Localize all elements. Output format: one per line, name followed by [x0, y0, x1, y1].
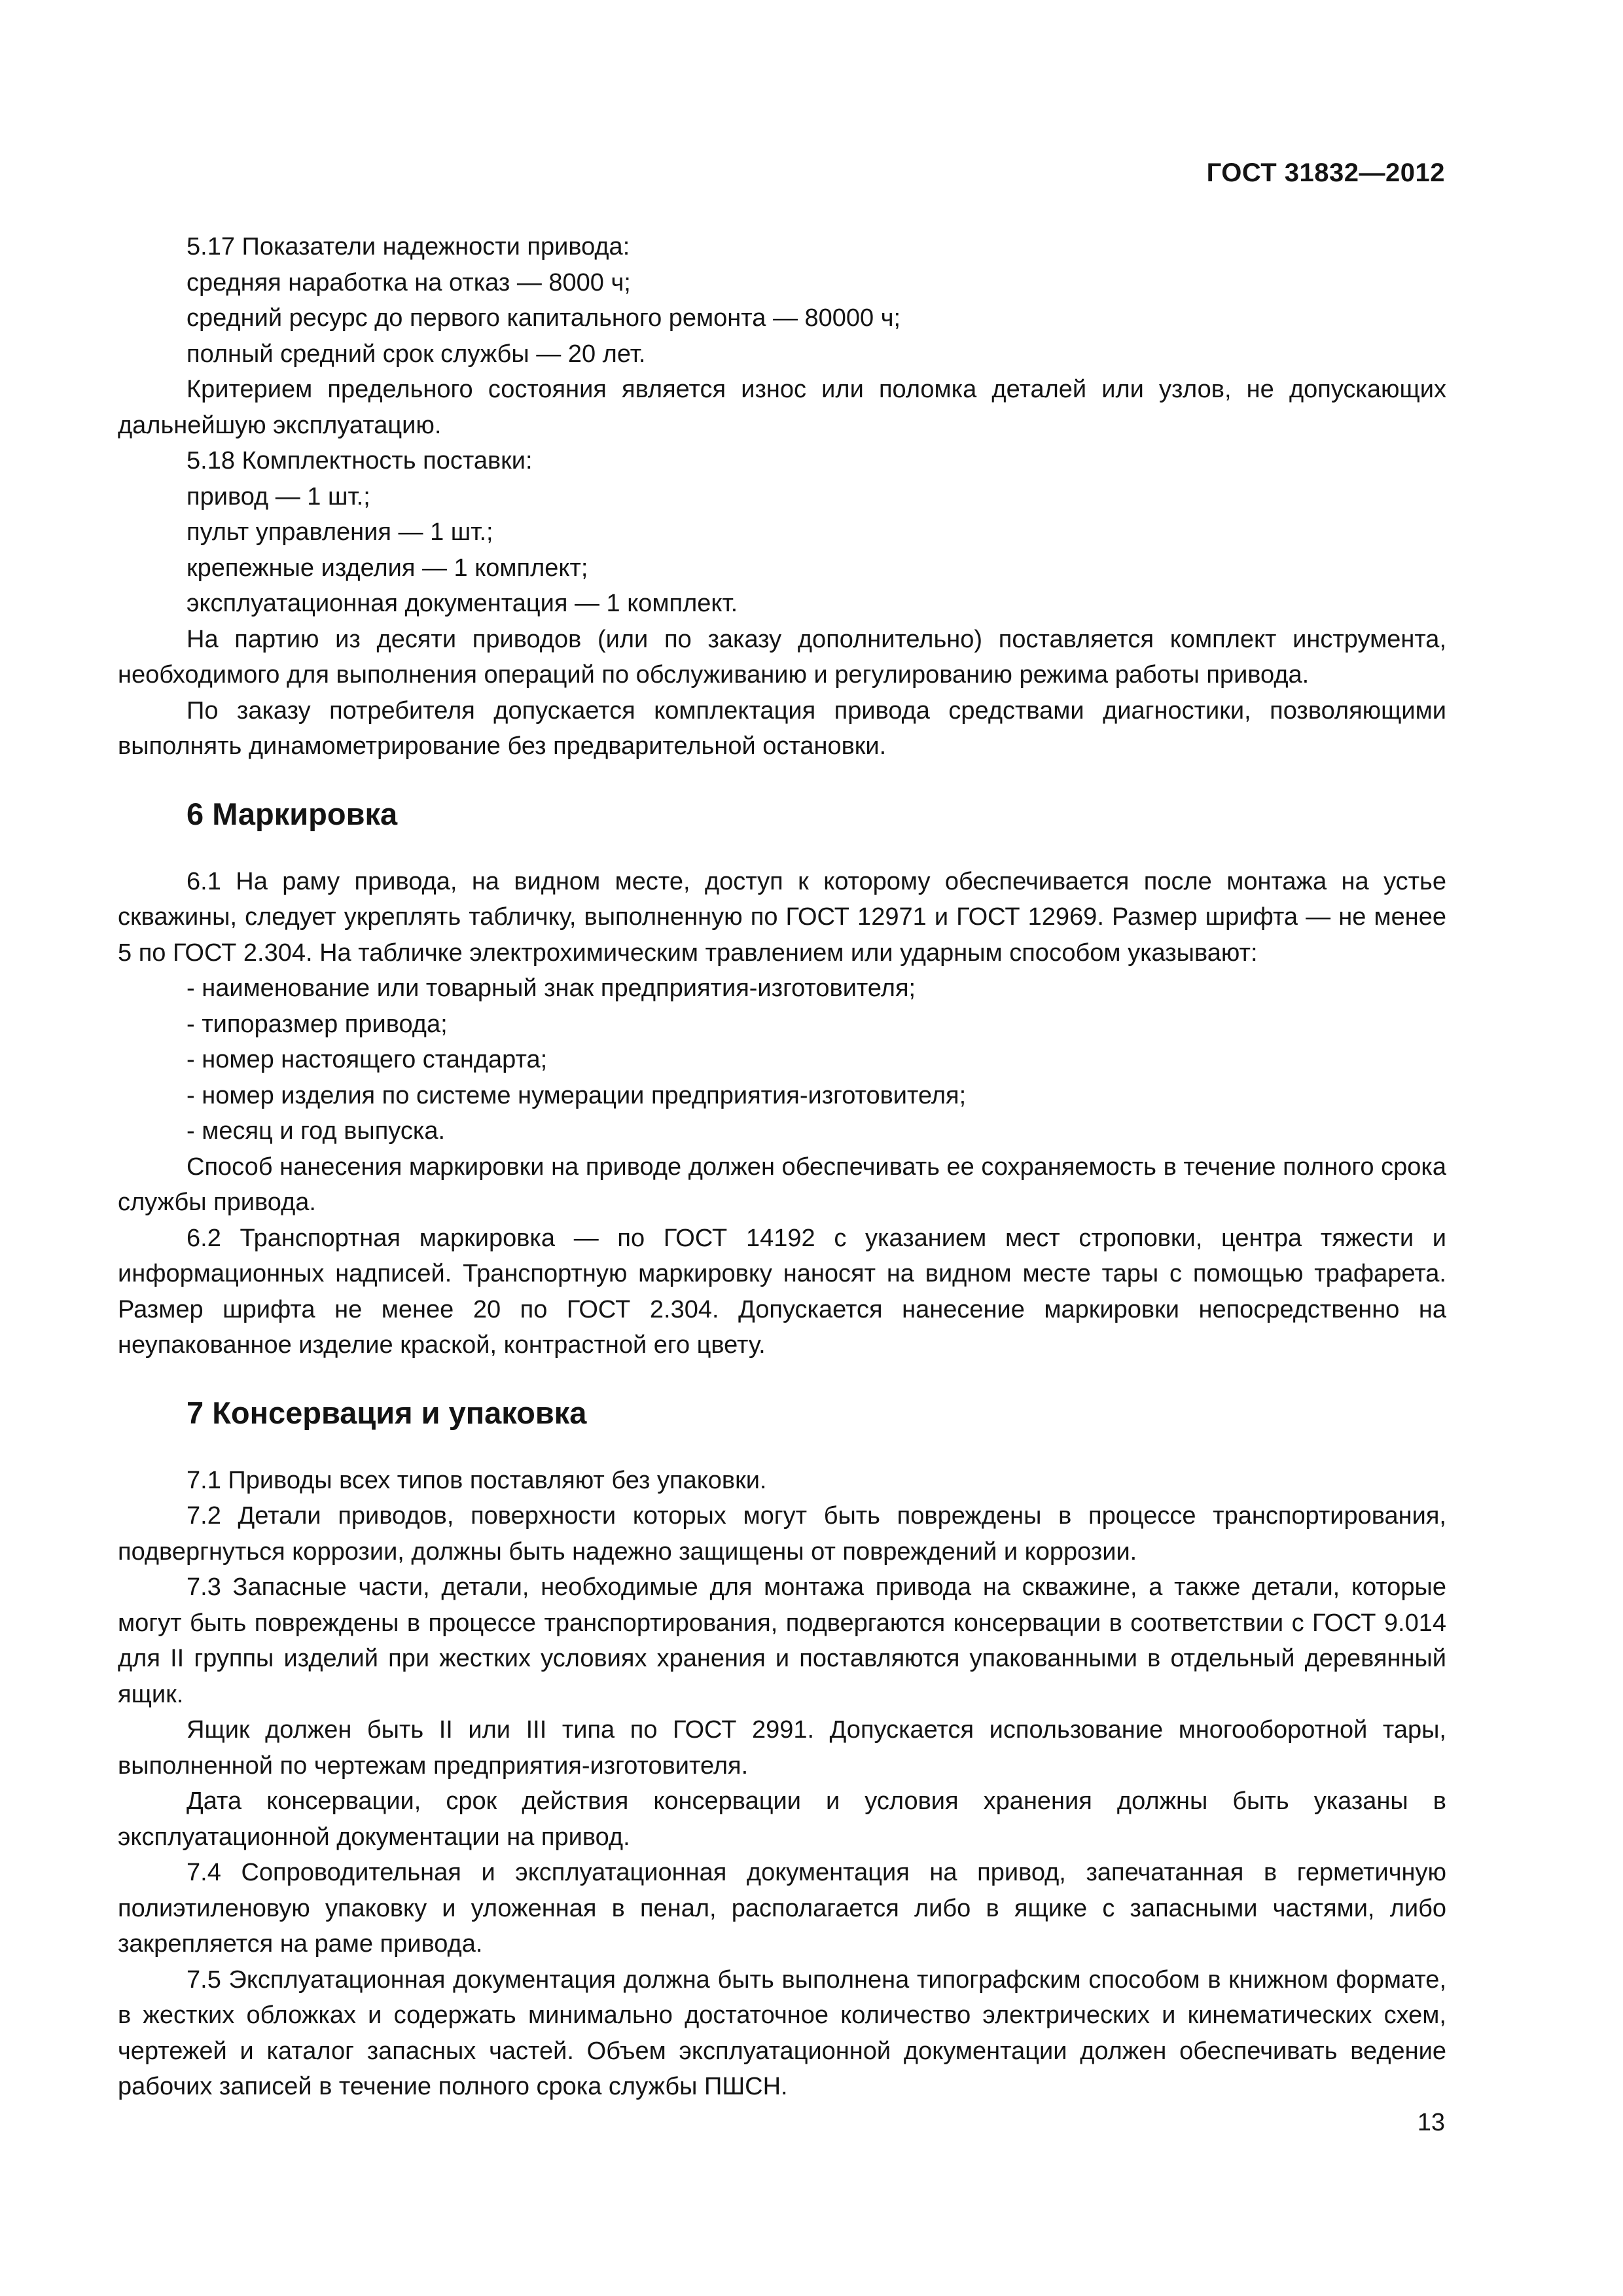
- paragraph: Дата консервации, срок действия консервации и условия хранения должны быть указаны в эксплуатационной документации на привод.: [118, 1787, 1446, 1851]
- section-heading: 6 Маркировка: [187, 796, 398, 831]
- paragraph: На партию из десяти приводов (или по заказу дополнительно) поставляется комплект инструмента, необходимого для выполнения операций по обслуживанию и регулированию режима работы привода.: [118, 625, 1446, 689]
- paragraph: полный средний срок службы — 20 лет.: [187, 340, 646, 368]
- paragraph: По заказу потребителя допускается комплектация привода средствами диагностики, позволяющими выполнять динамометрирование без предварительной остановки.: [118, 696, 1446, 760]
- page-number: 13: [1417, 2109, 1445, 2136]
- paragraph: пульт управления — 1 шт.;: [187, 518, 493, 546]
- list-item: - номер настоящего стандарта;: [187, 1046, 548, 1073]
- list-item: - номер изделия по системе нумерации предприятия-изготовителя;: [187, 1081, 967, 1109]
- paragraph: средняя наработка на отказ — 8000 ч;: [187, 268, 631, 296]
- list-item: - наименование или товарный знак предприятия-изготовителя;: [187, 975, 916, 1002]
- list-item: - месяц и год выпуска.: [187, 1117, 446, 1145]
- list-item: - типоразмер привода;: [187, 1010, 448, 1038]
- paragraph: 7.4 Сопроводительная и эксплуатационная документация на привод, запечатанная в герметичную полиэтиленовую упаковку и уложенная в пенал, располагается либо в ящике с запасными частями, либо закрепляется на раме привода.: [118, 1859, 1446, 1958]
- paragraph: Критерием предельного состояния является износ или поломка деталей или узлов, не допускающих дальнейшую эксплуатацию.: [118, 376, 1446, 439]
- paragraph: 7.5 Эксплуатационная документация должна быть выполнена типографским способом в книжном формате, в жестких обложках и содержать минимально достаточное количество электрических и кинематических схем, чертежей и каталог запасных частей. Объем эксплуатационной документации должен обеспечивать ведение рабочих записей в течение полного срока службы ПШСН.: [118, 1965, 1446, 2100]
- standard-header: ГОСТ 31832—2012: [1206, 158, 1445, 187]
- paragraph: 7.3 Запасные части, детали, необходимые для монтажа привода на скважине, а также детали, которые могут быть повреждены в процессе транспортирования, подвергаются консервации в соответствии с ГОСТ 9.014 для II группы изделий при жестких условиях хранения и поставляются упакованными в отдельный деревянный ящик.: [118, 1573, 1446, 1708]
- paragraph: 6.1 На раму привода, на видном месте, доступ к которому обеспечивается после монтажа на устье скважины, следует укреплять табличку, выполненную по ГОСТ 12971 и ГОСТ 12969. Размер шрифта — не менее 5 по ГОСТ 2.304. На табличке электрохимическим травлением или ударным способом указывают:: [118, 867, 1446, 967]
- paragraph: 5.18 Комплектность поставки:: [187, 447, 533, 475]
- section-heading: 7 Консервация и упаковка: [187, 1395, 587, 1430]
- paragraph: 7.2 Детали приводов, поверхности которых могут быть повреждены в процессе транспортирования, подвергнуться коррозии, должны быть надежно защищены от повреждений и коррозии.: [118, 1502, 1446, 1566]
- document-body: [118, 229, 1446, 2105]
- paragraph: Способ нанесения маркировки на приводе должен обеспечивать ее сохраняемость в течение полного срока службы привода.: [118, 1153, 1446, 1216]
- paragraph: эксплуатационная документация — 1 комплект.: [187, 590, 738, 617]
- paragraph: 5.17 Показатели надежности привода:: [187, 233, 630, 260]
- paragraph: крепежные изделия — 1 комплект;: [187, 554, 588, 582]
- paragraph: Ящик должен быть II или III типа по ГОСТ 2991. Допускается использование многооборотной тары, выполненной по чертежам предприятия-изготовителя.: [118, 1716, 1446, 1780]
- paragraph: 6.2 Транспортная маркировка — по ГОСТ 14192 с указанием мест строповки, центра тяжести и информационных надписей. Транспортную маркировку наносят на видном месте тары с помощью трафарета. Размер шрифта не менее 20 по ГОСТ 2.304. Допускается нанесение маркировки непосредственно на неупакованное изделие краской, контрастной его цвету.: [118, 1224, 1446, 1359]
- paragraph: 7.1 Приводы всех типов поставляют без упаковки.: [187, 1466, 767, 1494]
- paragraph: средний ресурс до первого капитального ремонта — 80000 ч;: [187, 304, 901, 332]
- paragraph: привод — 1 шт.;: [187, 482, 370, 511]
